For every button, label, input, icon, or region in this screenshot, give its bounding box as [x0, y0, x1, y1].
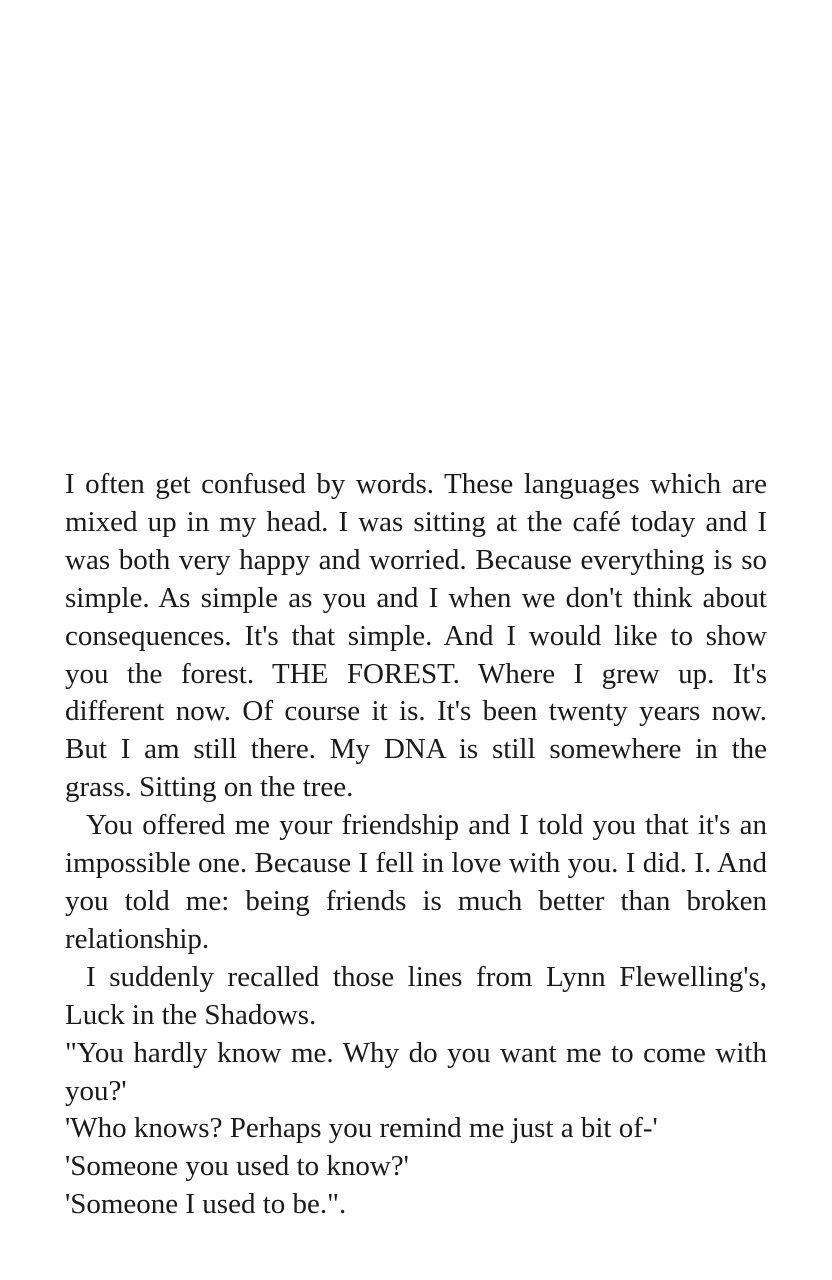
dialogue-line-3: 'Someone you used to know?': [65, 1150, 409, 1183]
page-text: [65, 466, 767, 1224]
dialogue-line-4: 'Someone I used to be.".: [65, 1188, 347, 1221]
paragraph-quote-intro: I suddenly recalled those lines from Lynn Flewelling's, Luck in the Shadows.: [65, 960, 767, 1031]
paragraph-forest: I often get confused by words. These languages which are mixed up in my head. I was sitting at the café today and I was both very happy and worried. Because everything is so simple. As simple as you and I when we don't think about consequences. It's that simple. And I would like to show you the forest. THE FOREST. Where I grew up. It's different now. Of course it is. It's been twenty years now. But I am still there. My DNA is still somewhere in the grass. Sitting on the tree.: [65, 468, 767, 804]
dialogue-line-2: 'Who knows? Perhaps you remind me just a bit of-': [65, 1112, 658, 1145]
dialogue-line-1: "You hardly know me. Why do you want me to come with you?': [65, 1036, 767, 1107]
paragraph-friendship: You offered me your friendship and I told you that it's an impossible one. Because I fell in love with you. I did. I. And you told me: being friends is much better than broken relationship.: [65, 809, 767, 955]
